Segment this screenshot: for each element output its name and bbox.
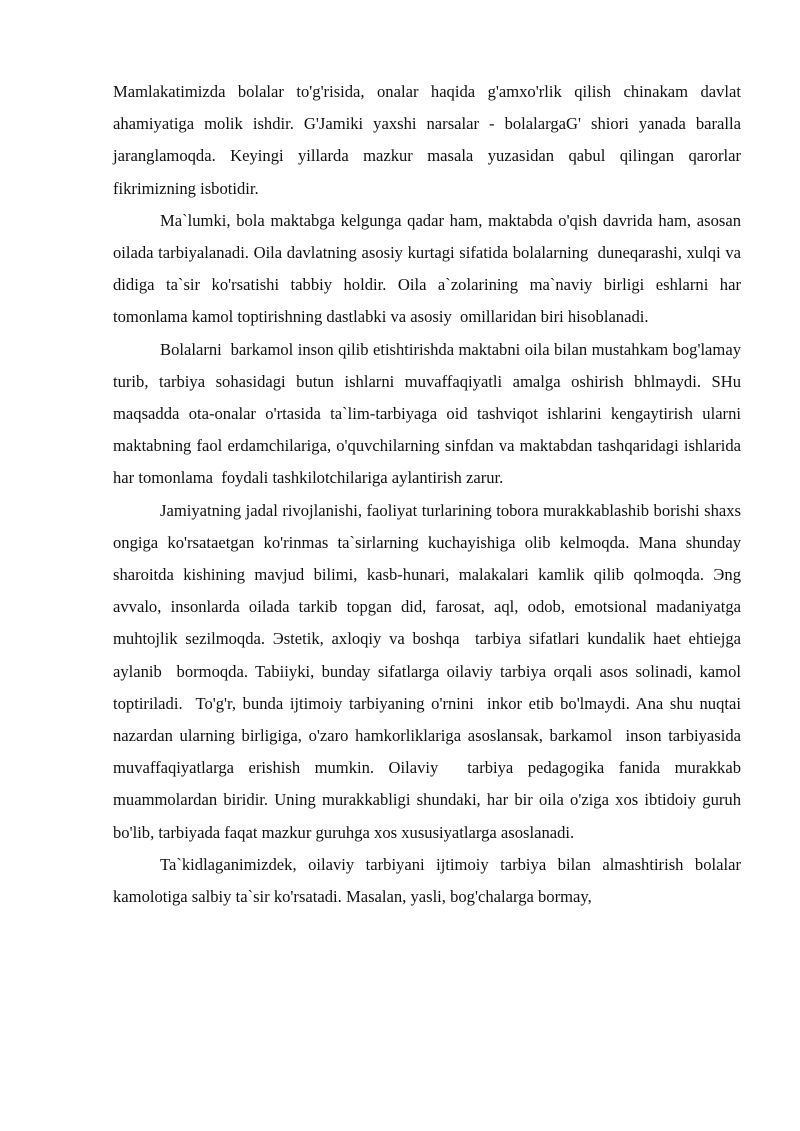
paragraph-intro: Mamlakatimizda bolalar to'g'risida, onalar haqida g'amxo'rlik qilish chinakam davlat ahamiyatiga molik ishdir. G'Jamiki yaxshi narsalar - bolalargaG' shiori yanada baralla jaranglamoqda. Keyingi yillarda mazkur masala yuzasidan qabul qilingan qarorlar fikrimizning isbotidir. xyxy=(113,82,746,198)
paragraph-society-development: Jamiyatning jadal rivojlanishi, faoliyat turlarining tobora murakkablashib borishi shaxs ongiga ko'rsataetgan ko'rinmas ta`sirlarning kuchayishiga olib kelmoqda. Mana shunday sharoitda kishining mavjud bilimi, kasb-hunari, malakalari kamlik qilib qolmoqda. Эng avvalo, insonlarda oilada tarkib topgan did, farosat, aql, odob, emotsional madaniyatga muhtojlik sezilmoqda. Эstetik, axloqiy va boshqa tarbiya sifatlari kundalik haet ehtiejga aylanib bormoqda. Tabiiyki, bunday sifatlarga oilaviy tarbiya orqali asos solinadi, kamol toptiriladi. To'g'r, bunda ijtimoiy tarbiyaning o'rnini inkor etib bo'lmaydi. Ana shu nuqtai nazardan ularning birligiga, o'zaro hamkorliklariga asoslansak, barkamol inson tarbiyasida muvaffaqiyatlarga erishish mumkin. Oilaviy tarbiya pedagogika fanida murakkab muammolardan biridir. Uning murakkabligi shundaki, har bir oila o'ziga xos ibtidoiy guruh bo'lib, tarbiyada faqat mazkur guruhga xos xususiyatlarga asoslanadi. xyxy=(113,500,750,842)
paragraph-family-upbringing: Ma`lumki, bola maktabga kelgunga qadar ham, maktabda o'qish davrida ham, asosan oilada tarbiyalanadi. Oila davlatning asosiy kurtagi sifatida bolalarning duneqarashi, xulqi va didiga ta`sir ko'rsatishi tabbiy holdir. Oila a`zolarining ma`naviy birligi eshlarni har tomonlama kamol toptirishning dastlabki va asosiy omillaridan biri hisoblanadi. xyxy=(113,210,746,327)
paragraph-social-upbringing: Ta`kidlaganimizdek, oilaviy tarbiyani ijtimoiy tarbiya bilan almashtirish bolalar kamolotiga salbiy ta`sir ko'rsatadi. Masalan, yasli, bog'chalarga bormay, xyxy=(113,854,746,907)
document-body xyxy=(113,76,750,913)
paragraph-school-family-link: Bolalarni barkamol inson qilib etishtirishda maktabni oila bilan mustahkam bog'lamay turib, tarbiya sohasidagi butun ishlarni muvaffaqiyatli amalga oshirish bhlmaydi. SHu maqsadda ota-onalar o'rtasida ta`lim-tarbiyaga oid tashviqot ishlarini kengaytirish ularni maktabning faol erdamchilariga, o'quvchilarning sinfdan va maktabdan tashqaridagi ishlarida har tomonlama foydali tashkilotchilariga aylantirish zarur. xyxy=(113,339,750,488)
